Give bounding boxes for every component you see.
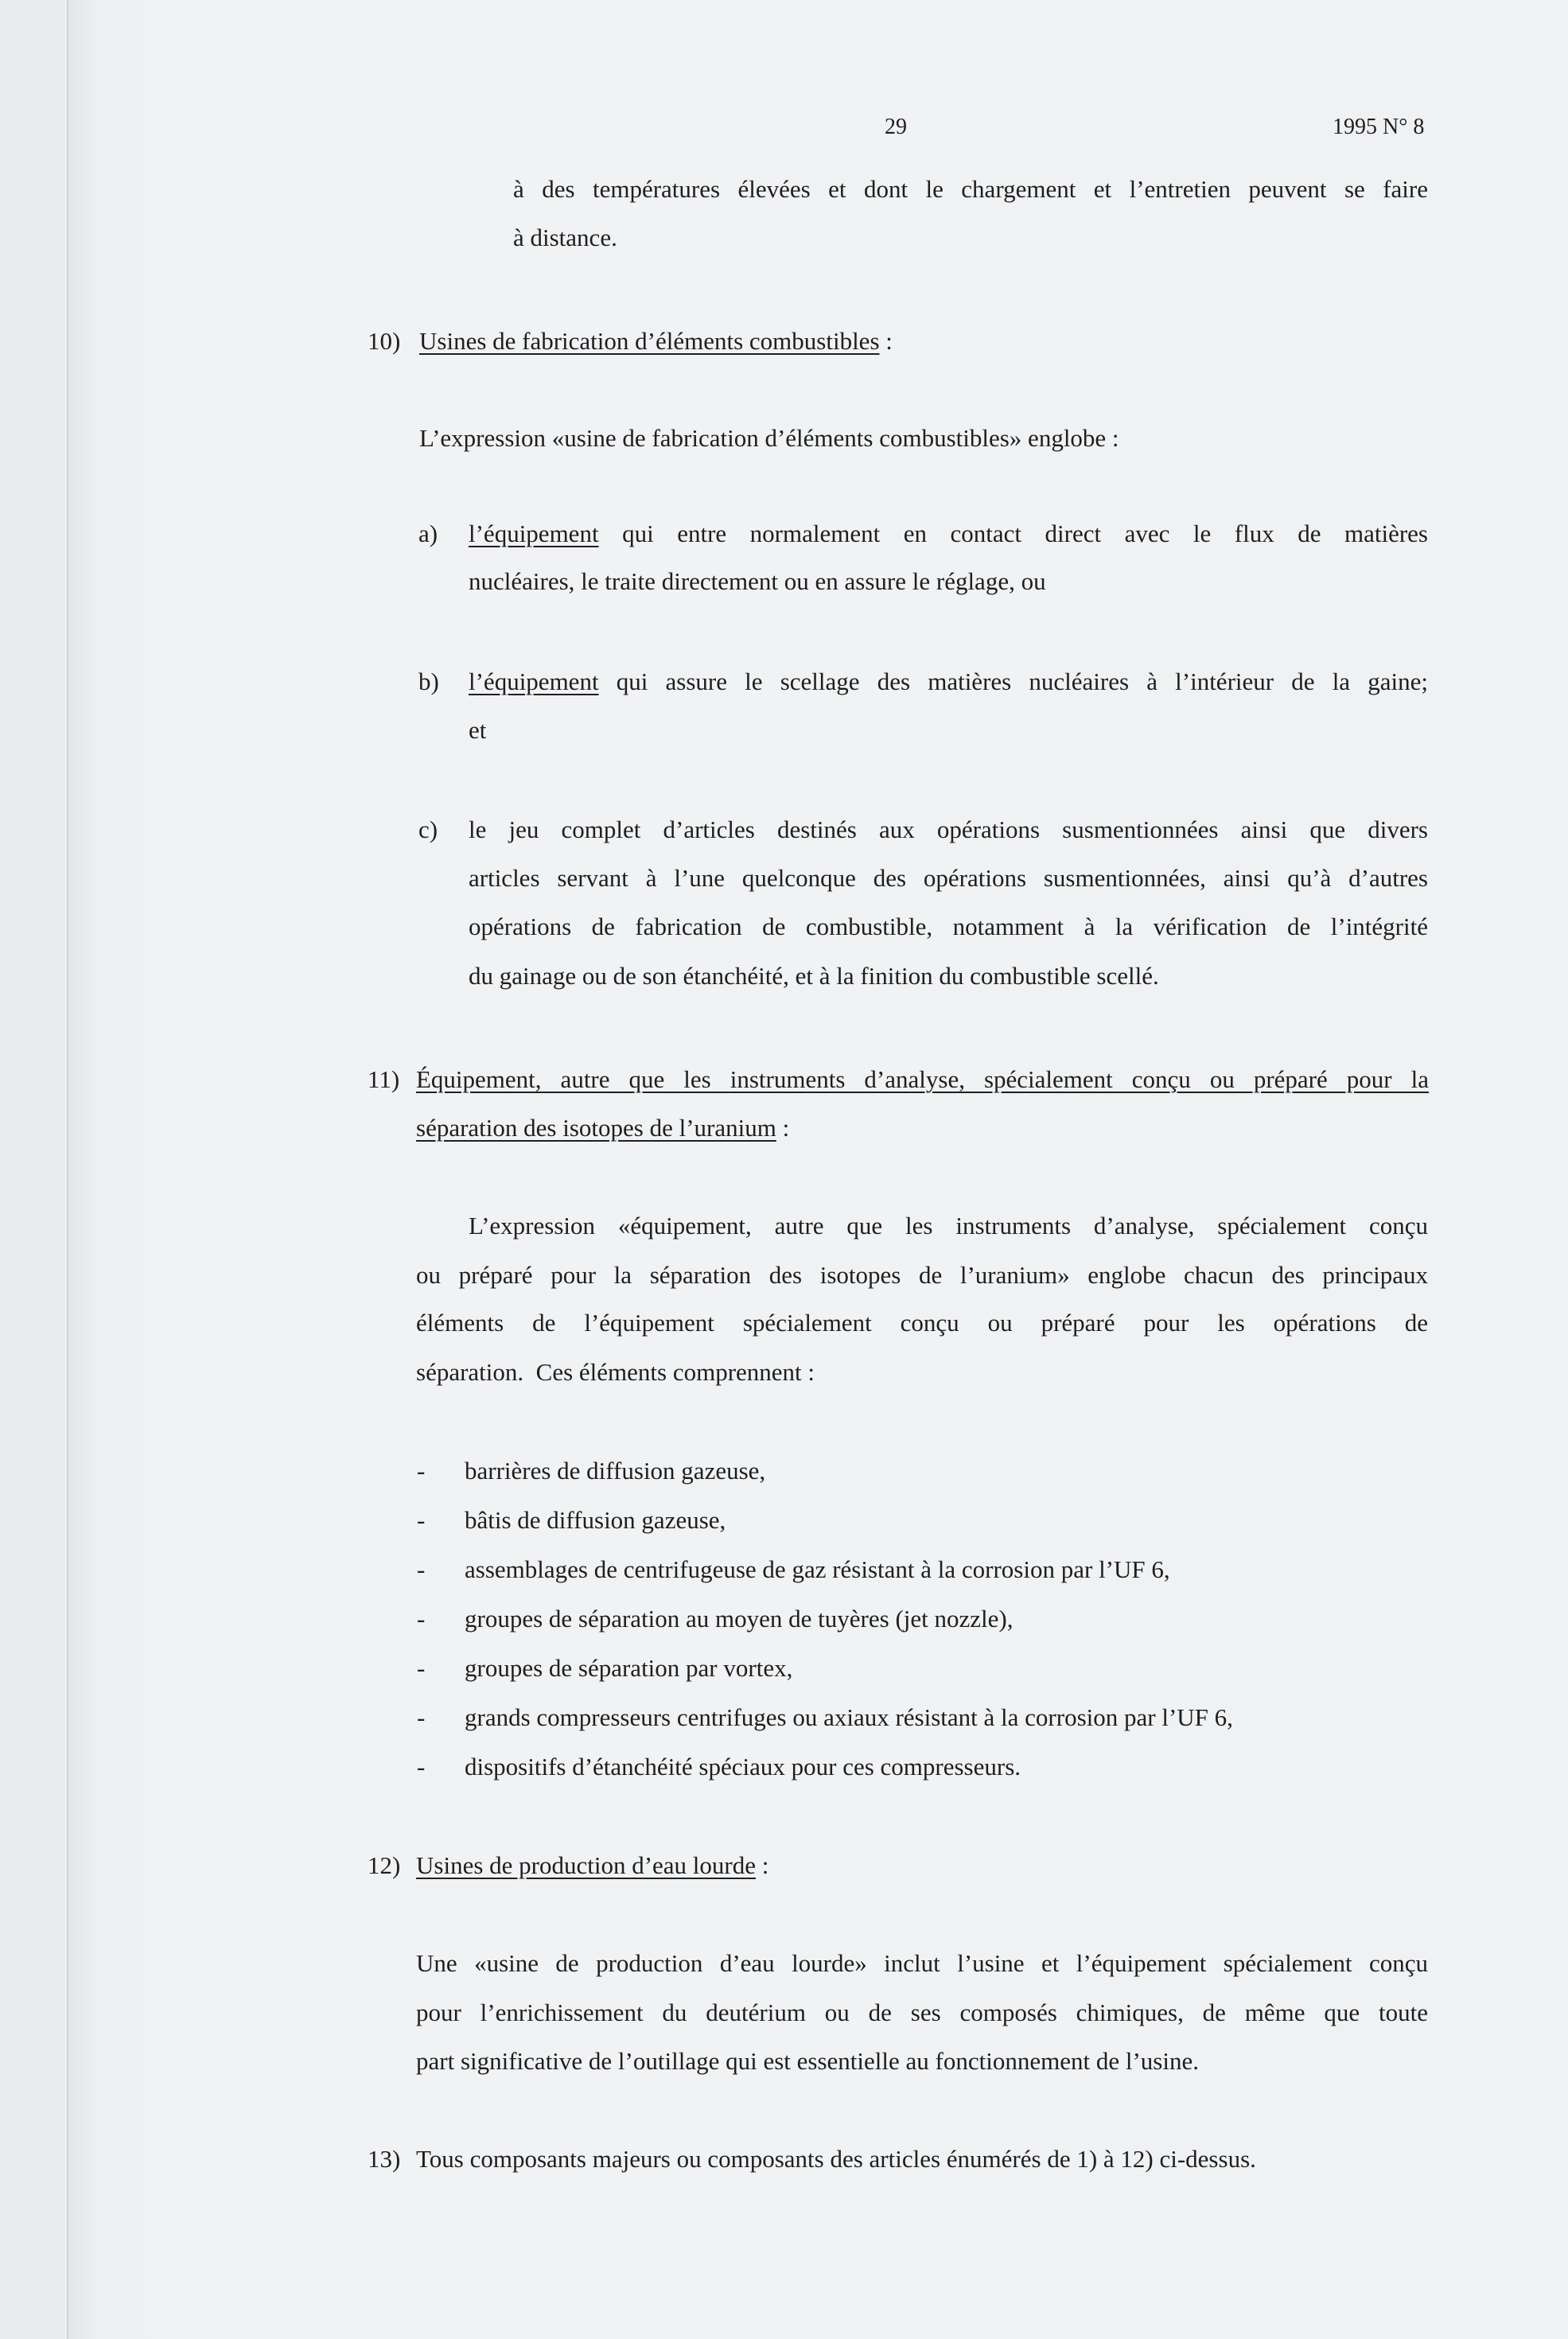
item-c-line: opérations de fabrication de combustible, notamment à la vérification de l’intégrité — [469, 913, 1428, 940]
section-12-para-line: Une «usine de production d’eau lourde» inclut l’usine et l’équipement spécialement conçu — [416, 1949, 1428, 1977]
section-11-para-line: ou préparé pour la séparation des isotopes de l’uranium» englobe chacun des principaux — [416, 1261, 1428, 1289]
section-10-title: Usines de fabrication d’éléments combustibles — [419, 327, 880, 355]
bullet-item: groupes de séparation au moyen de tuyères (jet nozzle), — [465, 1605, 1014, 1633]
item-c-marker: c) — [418, 815, 438, 843]
item-a-line: nucléaires, le traite directement ou en assure le réglage, ou — [469, 567, 1046, 595]
section-12-number: 12) — [368, 1851, 401, 1879]
page-number: 29 — [885, 115, 907, 139]
item-c-line: le jeu complet d’articles destinés aux opérations susmentionnées ainsi que divers — [469, 815, 1428, 843]
issue-number: 1995 N° 8 — [1333, 115, 1425, 139]
section-11-para-line: éléments de l’équipement spécialement conçu ou préparé pour les opérations de — [416, 1309, 1428, 1337]
bullet-item: dispositifs d’étanchéité spéciaux pour ces compresseurs. — [465, 1753, 1021, 1781]
section-11-title-line: séparation des isotopes de l’uranium : — [416, 1114, 790, 1142]
section-12-title: Usines de production d’eau lourde — [416, 1851, 756, 1879]
section-13-text: Tous composants majeurs ou composants des articles énumérés de 1) à 12) ci-dessus. — [416, 2145, 1256, 2173]
section-11-para-line: L’expression «équipement, autre que les instruments d’analyse, spécialement conçu — [469, 1212, 1428, 1240]
section-11-number: 11) — [368, 1065, 400, 1093]
bullet-marker: - — [417, 1506, 426, 1534]
item-b-line: et — [469, 716, 487, 744]
section-11-para-line: séparation. Ces éléments comprennent : — [416, 1358, 815, 1386]
intro-line: à distance. — [513, 224, 617, 251]
bullet-marker: - — [417, 1654, 426, 1682]
section-12-para-line: pour l’enrichissement du deutérium ou de ses composés chimiques, de même que toute — [416, 1998, 1428, 2026]
section-10-lead: L’expression «usine de fabrication d’éléments combustibles» englobe : — [419, 424, 1119, 452]
section-13-number: 13) — [368, 2145, 401, 2173]
bullet-marker: - — [417, 1555, 426, 1583]
section-10-heading: Usines de fabrication d’éléments combustibles : — [419, 327, 893, 355]
section-10-number: 10) — [368, 327, 401, 355]
bullet-item: grands compresseurs centrifuges ou axiaux résistant à la corrosion par l’UF 6, — [465, 1703, 1233, 1731]
bullet-marker: - — [417, 1457, 426, 1485]
item-b-line: l’équipement qui assure le scellage des matières nucléaires à l’intérieur de la gaine; — [469, 667, 1428, 695]
bullet-item: assemblages de centrifugeuse de gaz résistant à la corrosion par l’UF 6, — [465, 1555, 1170, 1583]
bullet-item: barrières de diffusion gazeuse, — [465, 1457, 766, 1485]
bullet-marker: - — [417, 1605, 426, 1633]
section-11-title-line: Équipement, autre que les instruments d’analyse, spécialement conçu ou préparé pour la — [416, 1065, 1429, 1093]
bullet-item: groupes de séparation par vortex, — [465, 1654, 793, 1682]
item-c-line: articles servant à l’une quelconque des opérations susmentionnées, ainsi qu’à d’autres — [469, 864, 1428, 892]
bullet-item: bâtis de diffusion gazeuse, — [465, 1506, 726, 1534]
section-12-para-line: part significative de l’outillage qui est essentielle au fonctionnement de l’usine. — [416, 2047, 1199, 2075]
item-c-line: du gainage ou de son étanchéité, et à la finition du combustible scellé. — [469, 962, 1159, 990]
item-a-line: l’équipement qui entre normalement en contact direct avec le flux de matières — [469, 520, 1428, 547]
item-b-marker: b) — [418, 667, 439, 695]
bullet-marker: - — [417, 1753, 426, 1781]
item-a-marker: a) — [418, 520, 438, 547]
intro-line: à des températures élevées et dont le chargement et l’entretien peuvent se faire — [513, 175, 1428, 203]
section-12-heading: Usines de production d’eau lourde : — [416, 1851, 769, 1879]
bullet-marker: - — [417, 1703, 426, 1731]
